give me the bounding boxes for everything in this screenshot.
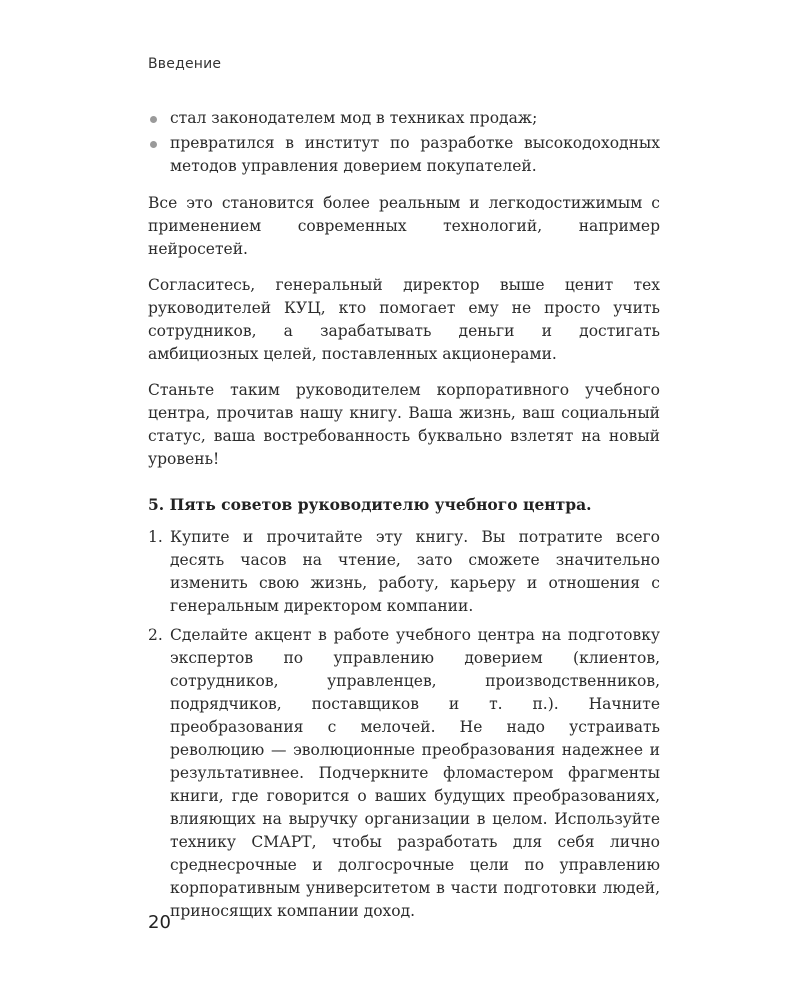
bullet-dot-icon	[150, 141, 157, 148]
item-text: Купите и прочитайте эту книгу. Вы потратите всего десять часов на чтение, зато сможете значительно изменить свою жизнь, работу, карьеру и отношения с генеральным директором компании.	[170, 528, 660, 615]
numbered-item	[148, 526, 660, 618]
item-number: 2.	[148, 626, 163, 644]
bullet-item	[148, 107, 660, 130]
bullet-text: превратился в институт по разработке высокодоходных методов управления доверием покупателей.	[170, 134, 660, 175]
numbered-list	[148, 526, 660, 923]
paragraph: Все это становится более реальным и легкодостижимым с применением современных технологий, например нейросетей.	[148, 194, 660, 258]
paragraph: Согласитесь, генеральный директор выше ценит тех руководителей КУЦ, кто помогает ему не просто учить сотрудников, а зарабатывать деньги и достигать амбициозных целей, поставленных акционерами.	[148, 276, 660, 363]
bullet-item	[148, 132, 660, 178]
page-body	[148, 107, 660, 929]
page-number: 20	[148, 912, 171, 933]
item-number: 1.	[148, 528, 163, 546]
bullet-list	[148, 107, 660, 178]
running-head: Введение	[148, 56, 222, 72]
numbered-item	[148, 624, 660, 923]
section-heading: 5. Пять советов руководителю учебного центра.	[148, 495, 592, 514]
paragraph: Станьте таким руководителем корпоративного учебного центра, прочитав нашу книгу. Ваша жизнь, ваш социальный статус, ваша востребованность буквально взлетят на новый уровень!	[148, 381, 660, 468]
item-text: Сделайте акцент в работе учебного центра на подготовку экспертов по управлению доверием (клиентов, сотрудников, управленцев, производственников, подрядчиков, поставщиков и т. п.). Начните преобразования с мелочей. Не надо устраивать революцию — эволюционные преобразования надежнее и результативнее. Подчеркните фломастером фрагменты книги, где говорится о ваших будущих преобразованиях, влияющих на выручку организации в целом. Используйте технику СМАРТ, чтобы разработать для себя лично среднесрочные и долгосрочные цели по управлению корпоративным университетом в части подготовки людей, приносящих компании доход.	[170, 626, 660, 920]
bullet-dot-icon	[150, 116, 157, 123]
bullet-text: стал законодателем мод в техниках продаж;	[170, 109, 538, 127]
